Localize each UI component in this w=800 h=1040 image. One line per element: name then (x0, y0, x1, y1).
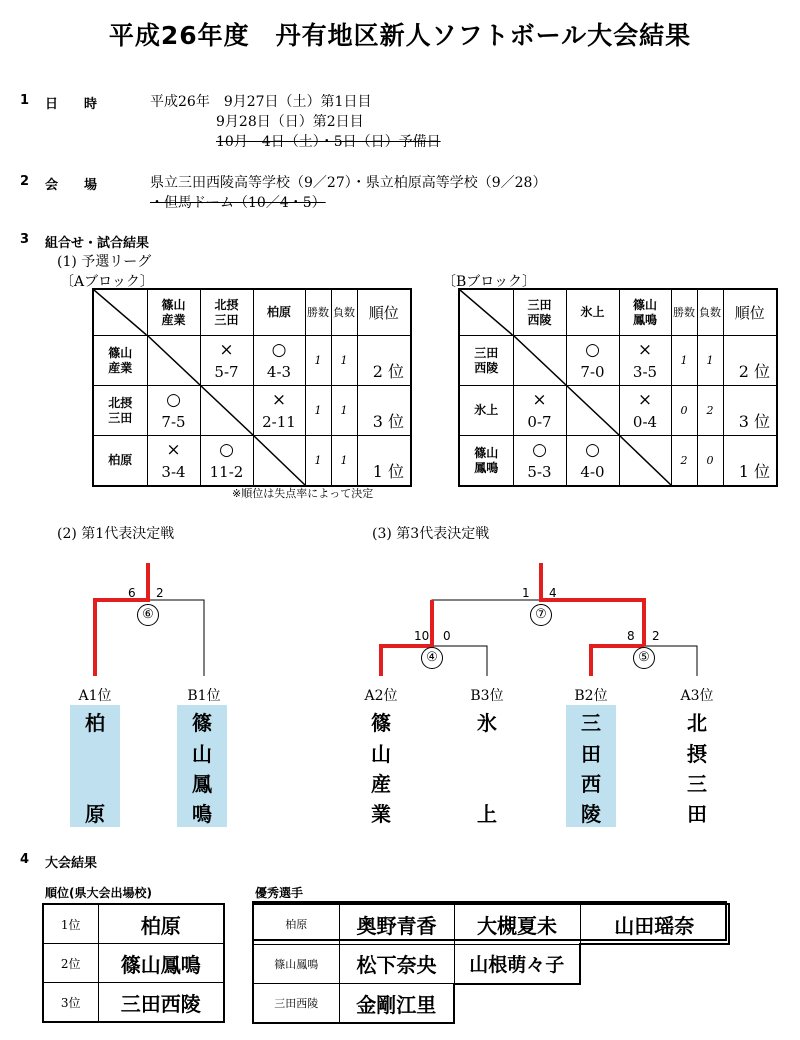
rank-value: 1 位 (372, 462, 404, 481)
match-score: 4-0 (580, 463, 605, 481)
team-name-column: 篠 山 鳳 鳴 (177, 705, 227, 827)
match-score: 3-4 (161, 463, 186, 481)
ranking-table-title: 順位(県大会出場校) (45, 886, 152, 900)
column-header-wins: 勝数 (671, 289, 697, 336)
section-label: 組合せ・試合結果 (45, 236, 150, 251)
game-number: ⑤ (633, 647, 655, 669)
result-mark: × (532, 390, 547, 410)
score-left: 10 (414, 629, 430, 643)
table-row (43, 983, 224, 1023)
seed-label: A1位 (78, 688, 112, 704)
seed-label: B2位 (574, 688, 608, 704)
match-score: 2-11 (262, 413, 296, 431)
team-name-column: 柏 原 (70, 705, 120, 827)
school-cell: 三田西陵 (253, 984, 339, 1024)
table-row (253, 904, 729, 944)
score-right: 0 (443, 629, 451, 643)
school-cell: 柏原 (253, 904, 339, 944)
game-number: ④ (421, 647, 443, 669)
team-name-column: 篠 山 産 業 (371, 711, 391, 826)
team-name-column: 北 摂 三 田 (687, 711, 707, 826)
losses-cell: 1 (331, 436, 357, 487)
losses-cell: 0 (697, 436, 723, 487)
section-number: 2 (20, 174, 30, 189)
rank-cell: 2位 (43, 944, 98, 983)
team-name-line: 篠山 (474, 445, 499, 460)
date-line-3: 10月 4日（土）・5日（日）予備日 (216, 134, 441, 150)
seed-label: B3位 (470, 688, 504, 704)
score-right: 2 (156, 586, 164, 600)
result-mark: × (271, 390, 287, 410)
subsection-first-rep: (2) 第1代表決定戦 (57, 526, 175, 542)
seed-label: A2位 (364, 688, 398, 704)
block-a-label: 〔Aブロック〕 (60, 274, 154, 290)
player-name-cell: 山田瑶奈 (580, 904, 729, 944)
block-b-label: 〔Bブロック〕 (442, 274, 537, 290)
ranking-note: ※順位は失点率によって決定 (232, 487, 374, 500)
rank-value: 3 位 (738, 412, 770, 431)
match-score: 7-5 (161, 413, 186, 431)
rank-value: 3 位 (372, 412, 404, 431)
final-ranking-table (42, 903, 225, 1023)
team-name-line: 柏原 (108, 453, 133, 467)
score-right: 4 (549, 586, 557, 600)
wins-cell: 1 (671, 336, 697, 386)
outstanding-players-table (252, 903, 730, 1024)
table-row (43, 944, 224, 983)
score-left: 8 (627, 629, 635, 643)
subsection-prelim: (1) 予選リーグ (57, 254, 152, 270)
rank-value: 1 位 (738, 462, 770, 481)
section-label: 会 場 (45, 178, 98, 193)
result-mark: ○ (271, 340, 287, 360)
wins-cell: 2 (671, 436, 697, 487)
team-name-line: 北摂 (108, 395, 133, 410)
players-table-title: 優秀選手 (255, 886, 304, 900)
match-score: 7-0 (580, 363, 605, 381)
column-header-team: 篠山 鳳鳴 (619, 289, 671, 336)
score-left: 6 (128, 586, 136, 600)
player-name-cell: 山根萌々子 (454, 944, 580, 984)
losses-cell: 1 (697, 336, 723, 386)
score-right: 2 (652, 629, 660, 643)
wins-cell: 1 (305, 336, 331, 386)
wins-cell: 1 (305, 436, 331, 487)
match-score: 0-4 (632, 413, 658, 431)
rank-cell: 1位 (43, 904, 98, 944)
result-mark: × (637, 390, 653, 410)
match-score: 3-5 (632, 363, 658, 381)
section-number: 3 (20, 232, 30, 247)
team-name-line: 篠山 (108, 345, 133, 360)
column-header-losses: 負数 (331, 289, 357, 336)
wins-cell: 1 (305, 386, 331, 436)
subsection-third-rep: (3) 第3代表決定戦 (372, 526, 490, 542)
section-number: 4 (20, 852, 30, 867)
result-mark: ○ (219, 440, 234, 460)
rank-cell: 3位 (43, 983, 98, 1023)
result-mark: ○ (166, 390, 181, 410)
match-score: 5-3 (527, 463, 552, 481)
date-line-2: 9月28日（日）第2日目 (216, 114, 364, 130)
team-name-line: 産業 (108, 360, 133, 375)
section-label: 大会結果 (45, 856, 98, 871)
match-score: 5-7 (214, 363, 239, 381)
player-name-cell: 金剛江里 (339, 984, 454, 1024)
team-name-line: 西陵 (474, 360, 499, 375)
result-mark: × (637, 340, 653, 360)
column-header-rank: 順位 (723, 289, 777, 336)
empty-cell (580, 984, 729, 1024)
losses-cell: 1 (331, 386, 357, 436)
page-title: 平成26年度 丹有地区新人ソフトボール大会結果 (108, 21, 692, 50)
seed-label: B1位 (187, 688, 221, 704)
losses-cell: 2 (697, 386, 723, 436)
player-name-cell: 松下奈央 (339, 944, 454, 984)
seed-label: A3位 (680, 688, 714, 704)
game-number: ⑥ (137, 604, 159, 626)
score-left: 1 (522, 586, 530, 600)
team-name-column: 氷 上 (477, 711, 497, 826)
column-header-losses: 負数 (697, 289, 723, 336)
column-header-team: 篠山 産業 (147, 289, 200, 336)
empty-cell (580, 944, 729, 984)
school-name-cell: 篠山鳳鳴 (98, 944, 224, 983)
table-row (253, 984, 729, 1024)
player-name-cell: 大槻夏未 (454, 904, 580, 944)
table-row (43, 904, 224, 944)
column-header-wins: 勝数 (305, 289, 331, 336)
result-mark: × (219, 340, 234, 360)
match-score: 4-3 (266, 363, 292, 381)
result-mark: ○ (532, 440, 547, 460)
school-name-cell: 柏原 (98, 904, 224, 944)
column-header-team: 三田 西陵 (513, 289, 566, 336)
section-label: 日 時 (45, 97, 98, 112)
school-cell: 篠山鳳鳴 (253, 944, 339, 984)
venue-line-1: 県立三田西陵高等学校（9／27）・県立柏原高等学校（9／28） (150, 175, 547, 191)
rank-value: 2 位 (372, 362, 404, 381)
section-number: 1 (20, 93, 30, 108)
school-name-cell: 三田西陵 (98, 983, 224, 1023)
date-line-1: 平成26年 9月27日（土）第1日目 (150, 94, 372, 110)
empty-cell (454, 984, 580, 1024)
losses-cell: 1 (331, 336, 357, 386)
venue-line-2: ・但馬ドーム（10／4・5） (150, 195, 326, 211)
wins-cell: 0 (671, 386, 697, 436)
rank-value: 2 位 (738, 362, 770, 381)
result-mark: ○ (585, 440, 600, 460)
team-name-line: 鳳鳴 (474, 460, 499, 475)
result-mark: × (166, 440, 181, 460)
team-name-line: 三田 (108, 410, 133, 425)
column-header-team: 氷上 (566, 289, 619, 336)
team-name-line: 氷上 (474, 403, 499, 417)
game-number: ⑦ (530, 604, 552, 626)
column-header-team: 柏原 (253, 289, 305, 336)
table-row (253, 944, 729, 984)
player-name-cell: 奥野青香 (339, 904, 454, 944)
result-mark: ○ (585, 340, 600, 360)
match-score: 11-2 (209, 463, 244, 481)
match-score: 0-7 (527, 413, 552, 431)
column-header-rank: 順位 (357, 289, 411, 336)
team-name-column: 三 田 西 陵 (566, 705, 616, 827)
team-name-line: 三田 (474, 345, 499, 360)
column-header-team: 北摂 三田 (200, 289, 253, 336)
